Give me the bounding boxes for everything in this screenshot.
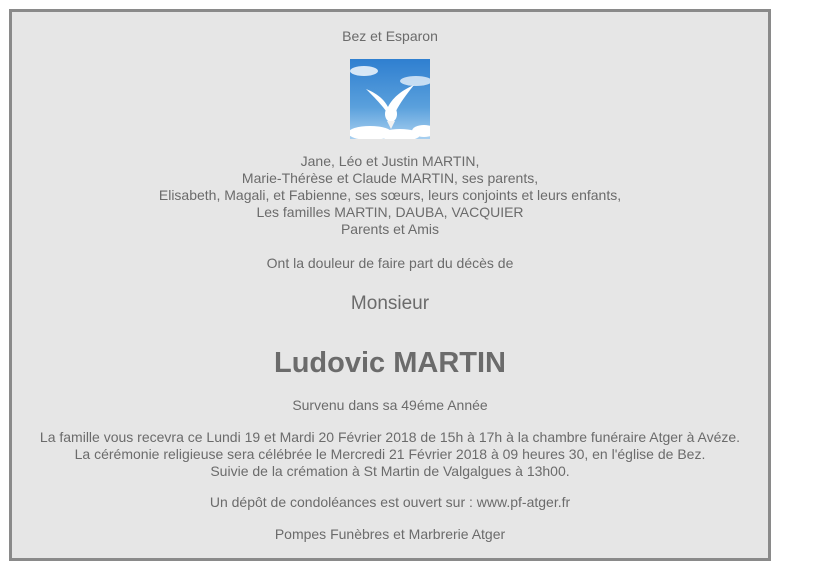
family-line-1: Jane, Léo et Justin MARTIN, [300, 153, 480, 169]
deceased-title: Monsieur [350, 293, 430, 314]
family-line-4: Les familles MARTIN, DAUBA, VACQUIER [256, 204, 524, 220]
family-line-2: Marie-Thérèse et Claude MARTIN, ses parents, [241, 170, 539, 186]
family-line-3: Elisabeth, Magali, et Fabienne, ses sœurs, leurs conjoints et leurs enfants, [158, 187, 622, 203]
announcement-text: Ont la douleur de faire part du décès de [266, 255, 514, 271]
deceased-name: Ludovic MARTIN [274, 347, 506, 379]
condolences-text: Un dépôt de condoléances est ouvert sur : www.pf-atger.fr [209, 494, 571, 510]
obituary-notice [9, 9, 771, 561]
dove-photo [350, 59, 430, 139]
arrangement-line-1: La famille vous recevra ce Lundi 19 et Mardi 20 Février 2018 de 15h à 17h à la chambre funéraire Atger à Avéze. [39, 429, 741, 445]
funeral-home-footer: Pompes Funèbres et Marbrerie Atger [274, 526, 506, 542]
arrangement-line-3: Suivie de la crémation à St Martin de Valgalgues à 13h00. [210, 463, 570, 479]
arrangement-line-2: La cérémonie religieuse sera célébrée le Mercredi 21 Février 2018 à 09 heures 30, en l'église de Bez. [74, 446, 706, 462]
town-heading: Bez et Esparon [342, 28, 438, 44]
family-line-5: Parents et Amis [340, 221, 440, 237]
dove-in-sky-icon [350, 59, 430, 139]
age-line: Survenu dans sa 49éme Année [292, 397, 488, 413]
